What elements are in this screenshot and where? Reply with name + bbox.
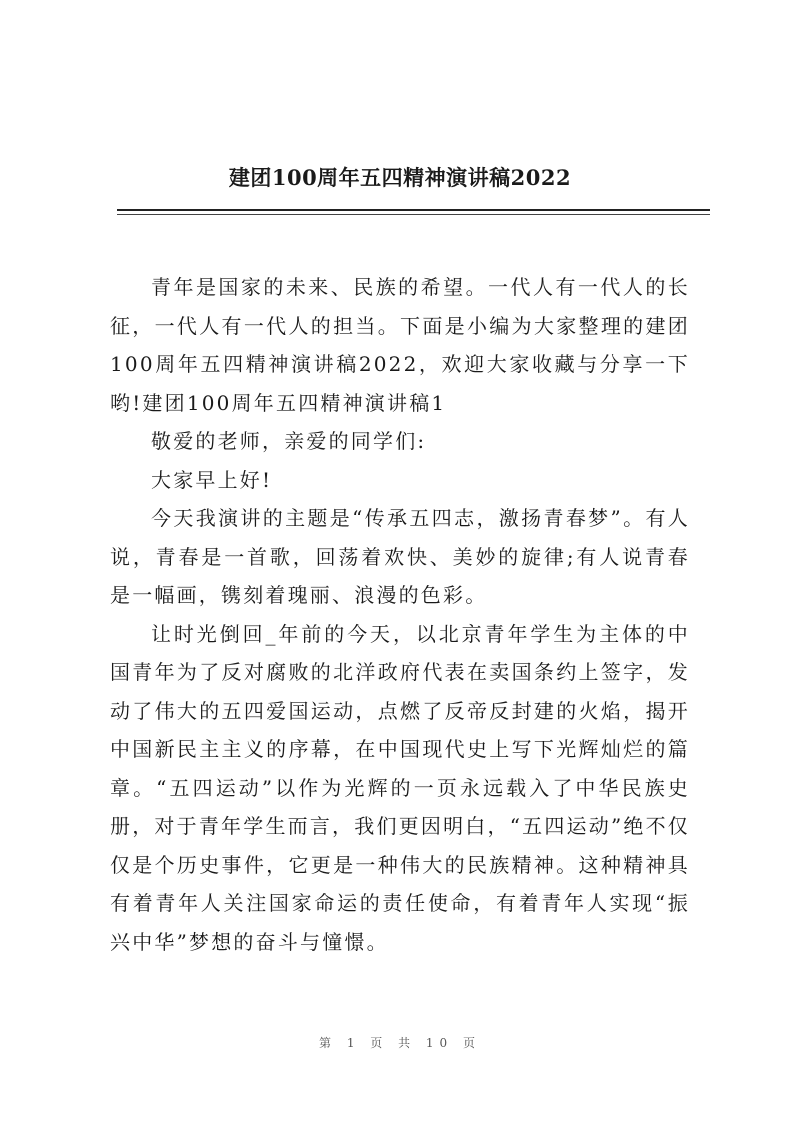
page-number-footer: 第 1 页 共 10 页 xyxy=(319,1036,481,1050)
paragraph-salutation: 敬爱的老师，亲爱的同学们: xyxy=(151,429,427,453)
document-title: 建团100周年五四精神演讲稿2022 xyxy=(228,165,572,190)
title-divider-thin xyxy=(117,214,710,215)
paragraph-intro: 青年是国家的未来、民族的希望。一代人有一代人的长征，一代人有一代人的担当。下面是小编为大家整理的建团100周年五四精神演讲稿2022，欢迎大家收藏与分享一下哟!建团100周年五四精神演讲稿1 xyxy=(110,275,690,415)
document-body xyxy=(110,268,690,961)
paragraph-theme: 今天我演讲的主题是“传承五四志，激扬青春梦”。有人说，青春是一首歌，回荡着欢快、美妙的旋律;有人说青春是一幅画，镌刻着瑰丽、浪漫的色彩。 xyxy=(110,506,690,607)
paragraph-greeting: 大家早上好! xyxy=(151,467,273,492)
title-divider xyxy=(117,209,710,211)
paragraph-history: 让时光倒回_年前的今天，以北京青年学生为主体的中国青年为了反对腐败的北洋政府代表在卖国条约上签字，发动了伟大的五四爱国运动，点燃了反帝反封建的火焰，揭开中国新民主主义的序幕，在中国现代史上写下光辉灿烂的篇章。“五四运动”以作为光辉的一页永远载入了中华民族史册，对于青年学生而言，我们更因明白，“五四运动”绝不仅仅是个历史事件，它更是一种伟大的民族精神。这种精神具有着青年人关注国家命运的责任使命，有着青年人实现“振兴中华”梦想的奋斗与憧憬。 xyxy=(110,621,690,954)
